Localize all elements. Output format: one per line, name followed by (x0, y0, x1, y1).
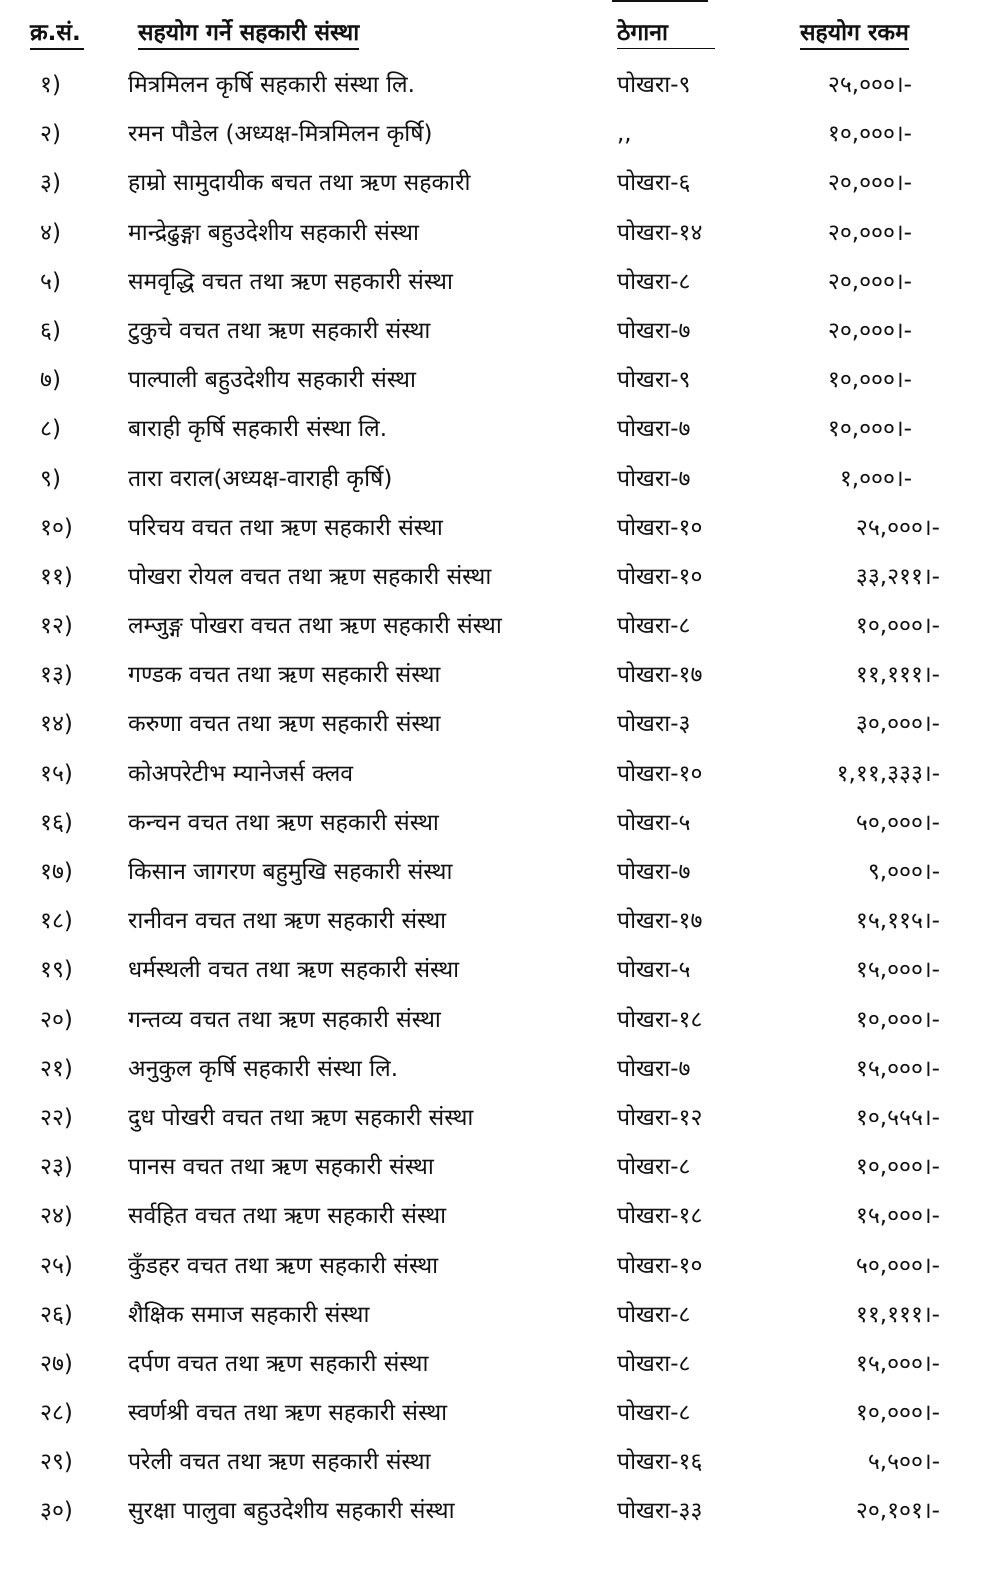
row-address: पोखरा-८ (617, 1154, 691, 1181)
row-address: पोखरा-७ (617, 317, 691, 344)
row-address: पोखरा-५ (617, 957, 691, 984)
row-address: पोखरा-१० (617, 563, 703, 590)
row-amount: १०,०००।- (855, 613, 940, 640)
table-row (0, 357, 1000, 406)
table-row (0, 1243, 1000, 1292)
row-serial: २९) (40, 1449, 73, 1476)
row-serial: १०) (40, 514, 73, 541)
row-serial: १२) (40, 613, 73, 640)
table-row (0, 1390, 1000, 1439)
table-row (0, 406, 1000, 455)
table-row (0, 505, 1000, 554)
row-serial: २६) (40, 1301, 73, 1328)
row-amount: २५,०००।- (827, 72, 912, 98)
table-row (0, 947, 1000, 996)
row-name: टुकुचे वचत तथा ऋण सहकारी संस्था (128, 317, 431, 344)
row-address: पोखरा-१८ (617, 1006, 703, 1033)
table-row (0, 1095, 1000, 1144)
row-serial: १३) (40, 662, 73, 689)
table-row (0, 701, 1000, 750)
row-amount: २०,०००।- (827, 317, 912, 344)
table-body (0, 62, 1000, 1538)
table-row (0, 1488, 1000, 1537)
row-serial: १६) (40, 809, 73, 836)
row-name: कुँडहर वचत तथा ऋण सहकारी संस्था (128, 1252, 439, 1279)
row-name: हाम्रो सामुदायीक बचत तथा ऋण सहकारी (128, 170, 471, 197)
row-name: दुध पोखरी वचत तथा ऋण सहकारी संस्था (128, 1104, 474, 1131)
table-header (0, 0, 1000, 60)
table-row (0, 1292, 1000, 1341)
row-name: कन्चन वचत तथा ऋण सहकारी संस्था (128, 809, 439, 836)
header-amount: सहयोग रकम (800, 18, 909, 50)
table-row (0, 1046, 1000, 1095)
row-address: पोखरा-९ (617, 367, 691, 394)
row-address: पोखरा-७ (617, 859, 691, 885)
row-serial: २७) (40, 1350, 73, 1377)
row-address: पोखरा-६ (617, 170, 691, 197)
row-amount: १५,०००।- (855, 1350, 940, 1377)
row-amount: ११,१११।- (855, 662, 940, 689)
row-address: पोखरा-८ (617, 1301, 691, 1328)
row-name: शैक्षिक समाज सहकारी संस्था (128, 1301, 370, 1328)
row-serial: २) (40, 121, 61, 148)
row-amount: ५०,०००।- (855, 1252, 940, 1279)
row-amount: १५,११५।- (855, 908, 940, 935)
row-name: धर्मस्थली वचत तथा ऋण सहकारी संस्था (128, 957, 460, 984)
row-serial: ३०) (40, 1498, 73, 1525)
row-name: स्वर्णश्री वचत तथा ऋण सहकारी संस्था (128, 1400, 448, 1427)
row-serial: ११) (40, 563, 73, 590)
row-serial: २१) (40, 1055, 73, 1082)
row-name: गन्तव्य वचत तथा ऋण सहकारी संस्था (128, 1006, 441, 1033)
row-address: पोखरा-१६ (617, 1449, 703, 1476)
table-row (0, 111, 1000, 160)
row-name: पोखरा रोयल वचत तथा ऋण सहकारी संस्था (128, 563, 492, 590)
row-amount: २०,०००।- (827, 219, 912, 246)
row-address: पोखरा-३३ (617, 1498, 703, 1525)
row-serial: १५) (40, 760, 73, 787)
row-amount: १०,०००।- (827, 121, 912, 148)
row-address: पोखरा-९ (617, 72, 691, 98)
row-serial: ७) (40, 367, 61, 394)
row-address: पोखरा-८ (617, 268, 691, 295)
row-name: किसान जागरण बहुमुखि सहकारी संस्था (128, 859, 453, 885)
row-amount: १०,०००।- (855, 1006, 940, 1033)
row-name: लम्जुङ्ग पोखरा वचत तथा ऋण सहकारी संस्था (128, 613, 502, 640)
table-row (0, 259, 1000, 308)
row-name: गण्डक वचत तथा ऋण सहकारी संस्था (128, 662, 441, 689)
row-name: रमन पौडेल (अध्यक्ष-मित्रमिलन कृर्षि) (128, 121, 433, 148)
row-name: सर्वहित वचत तथा ऋण सहकारी संस्था (128, 1203, 447, 1230)
row-address: पोखरा-७ (617, 416, 691, 443)
table-row (0, 308, 1000, 357)
row-name: समवृद्धि वचत तथा ऋण सहकारी संस्था (128, 268, 453, 295)
row-amount: १०,०००।- (855, 1154, 940, 1181)
row-address: पोखरा-१२ (617, 1104, 703, 1131)
row-name: बाराही कृर्षि सहकारी संस्था लि. (128, 416, 388, 443)
table-row (0, 160, 1000, 209)
table-row (0, 1341, 1000, 1390)
row-name: मित्रमिलन कृर्षि सहकारी संस्था लि. (128, 72, 415, 98)
row-serial: २२) (40, 1104, 73, 1131)
row-name: परेली वचत तथा ऋण सहकारी संस्था (128, 1449, 431, 1476)
row-serial: २५) (40, 1252, 73, 1279)
row-amount: ९,०००।- (867, 859, 940, 885)
table-row (0, 456, 1000, 505)
row-serial: ४) (40, 219, 61, 246)
table-row (0, 652, 1000, 701)
row-address: ,, (617, 121, 632, 148)
row-name: अनुकुल कृर्षि सहकारी संस्था लि. (128, 1055, 399, 1082)
row-name: दर्पण वचत तथा ऋण सहकारी संस्था (128, 1350, 429, 1377)
table-row (0, 210, 1000, 259)
row-name: रानीवन वचत तथा ऋण सहकारी संस्था (128, 908, 447, 935)
row-serial: ६) (40, 317, 61, 344)
row-amount: २५,०००।- (855, 514, 940, 541)
row-address: पोखरा-७ (617, 1055, 691, 1082)
table-row (0, 554, 1000, 603)
table-row (0, 62, 1000, 111)
row-address: पोखरा-१० (617, 514, 703, 541)
row-amount: १०,०००।- (855, 1400, 940, 1427)
row-serial: ३) (40, 170, 61, 197)
row-serial: ९) (40, 465, 61, 492)
row-address: पोखरा-१७ (617, 662, 703, 689)
row-serial: ५) (40, 268, 61, 295)
row-serial: १८) (40, 908, 73, 935)
row-amount: १०,०००।- (827, 367, 912, 394)
row-amount: २०,०००।- (827, 268, 912, 295)
table-row (0, 1144, 1000, 1193)
row-serial: १) (40, 72, 61, 98)
row-serial: २४) (40, 1203, 73, 1230)
row-name: तारा वराल(अध्यक्ष-वाराही कृर्षि) (128, 465, 393, 492)
header-serial: क्र.सं. (30, 18, 84, 50)
row-amount: २०,०००।- (827, 170, 912, 197)
table-row (0, 849, 1000, 898)
row-name: मान्द्रेढुङ्गा बहुउदेशीय सहकारी संस्था (128, 219, 419, 246)
row-address: पोखरा-१७ (617, 908, 703, 935)
row-address: पोखरा-३ (617, 711, 691, 738)
header-address: ठेगाना (617, 18, 715, 49)
row-address: पोखरा-८ (617, 613, 691, 640)
row-amount: १,११,३३३।- (836, 760, 940, 787)
row-amount: ५,५००।- (867, 1449, 940, 1476)
row-address: पोखरा-५ (617, 809, 691, 836)
row-serial: १९) (40, 957, 73, 984)
row-serial: २०) (40, 1006, 73, 1033)
row-amount: ११,१११।- (855, 1301, 940, 1328)
row-serial: १४) (40, 711, 73, 738)
row-serial: ८) (40, 416, 61, 443)
row-amount: २०,१०१।- (855, 1498, 940, 1525)
table-row (0, 603, 1000, 652)
row-address: पोखरा-१४ (617, 219, 703, 246)
row-amount: १०,०००।- (827, 416, 912, 443)
row-serial: २३) (40, 1154, 73, 1181)
row-address: पोखरा-१० (617, 1252, 703, 1279)
row-name: सुरक्षा पालुवा बहुउदेशीय सहकारी संस्था (128, 1498, 455, 1525)
row-amount: १५,०००।- (855, 1203, 940, 1230)
row-address: पोखरा-१८ (617, 1203, 703, 1230)
table-row (0, 1439, 1000, 1488)
row-address: पोखरा-७ (617, 465, 691, 492)
row-amount: १०,५५५।- (855, 1104, 940, 1131)
row-amount: ३०,०००।- (855, 711, 940, 738)
row-serial: २८) (40, 1400, 73, 1427)
row-address: पोखरा-८ (617, 1350, 691, 1377)
row-name: पानस वचत तथा ऋण सहकारी संस्था (128, 1154, 434, 1181)
row-amount: १५,०००।- (855, 1055, 940, 1082)
row-name: परिचय वचत तथा ऋण सहकारी संस्था (128, 514, 443, 541)
table-row (0, 898, 1000, 947)
table-row (0, 1193, 1000, 1242)
table-row (0, 997, 1000, 1046)
row-amount: १,०००।- (839, 465, 912, 492)
row-amount: ३३,२११।- (855, 563, 940, 590)
row-serial: १७) (40, 859, 73, 885)
row-amount: १५,०००।- (855, 957, 940, 984)
row-name: पाल्पाली बहुउदेशीय सहकारी संस्था (128, 367, 416, 394)
table-row (0, 751, 1000, 800)
row-address: पोखरा-१० (617, 760, 703, 787)
row-address: पोखरा-८ (617, 1400, 691, 1427)
row-name: करुणा वचत तथा ऋण सहकारी संस्था (128, 711, 441, 738)
header-name: सहयोग गर्ने सहकारी संस्था (138, 18, 359, 50)
row-name: कोअपरेटीभ म्यानेजर्स क्लव (128, 760, 354, 787)
row-amount: ५०,०००।- (855, 809, 940, 836)
table-row (0, 800, 1000, 849)
